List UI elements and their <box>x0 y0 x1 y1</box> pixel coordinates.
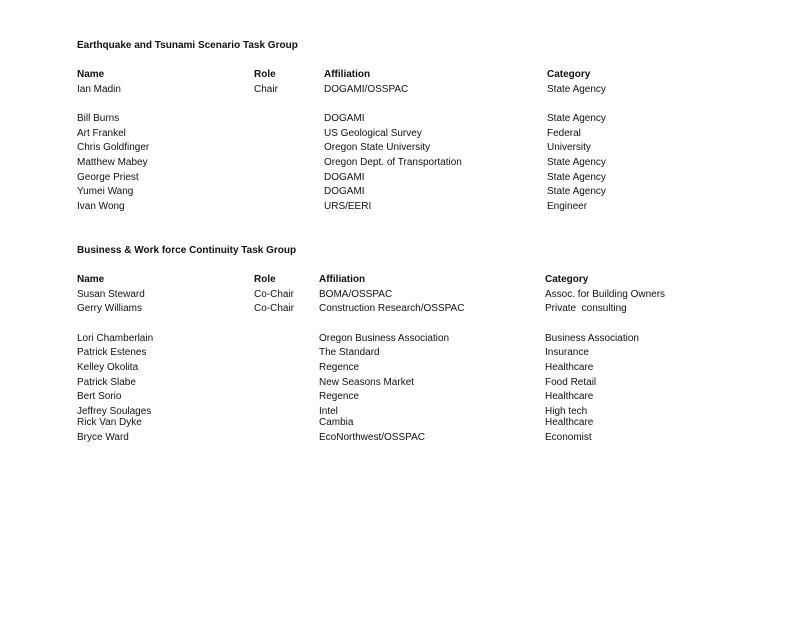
business-row-category: Assoc. for Building Owners <box>545 289 666 300</box>
earthquake-row-affiliation: Oregon Dept. of Transportation <box>324 157 462 168</box>
business-row-category: Business Association <box>545 333 639 344</box>
earthquake-row-affiliation: DOGAMI <box>324 113 365 124</box>
business-row-affiliation: Oregon Business Association <box>319 333 450 344</box>
earthquake-row-name: Art Frankel <box>77 128 126 139</box>
business-row-name: Patrick Estenes <box>77 347 147 358</box>
business-row-name: Bert Sorio <box>77 391 122 402</box>
business-header-category: Category <box>545 274 589 285</box>
earthquake-row-name: Bill Burns <box>77 113 120 124</box>
business-row-affiliation: Cambia <box>319 417 354 428</box>
earthquake-row-category: University <box>547 142 591 153</box>
earthquake-header-affiliation: Affiliation <box>324 69 371 80</box>
earthquake-row-affiliation: DOGAMI <box>324 186 365 197</box>
business-row-category: Economist <box>545 432 592 443</box>
earthquake-row-affiliation: URS/EERI <box>324 201 372 212</box>
earthquake-row-name: Matthew Mabey <box>77 157 148 168</box>
business-header-role: Role <box>254 274 276 285</box>
earthquake-row-category: State Agency <box>547 172 606 183</box>
business-row-name: Gerry Williams <box>77 303 142 314</box>
earthquake-row-affiliation: DOGAMI/OSSPAC <box>324 84 409 95</box>
business-row-affiliation: Regence <box>319 391 360 402</box>
business-row-name: Patrick Slabe <box>77 377 136 388</box>
business-row-category: Healthcare <box>545 362 594 373</box>
earthquake-header-role: Role <box>254 69 276 80</box>
business-row-name: Rick Van Dyke <box>77 417 142 428</box>
earthquake-row-category: Federal <box>547 128 581 139</box>
business-header-affiliation: Affiliation <box>319 274 366 285</box>
earthquake-row-name: George Priest <box>77 172 139 183</box>
earthquake-row-name: Chris Goldfinger <box>77 142 150 153</box>
business-row-affiliation: New Seasons Market <box>319 377 415 388</box>
earthquake-group-title: Earthquake and Tsunami Scenario Task Group <box>77 40 298 51</box>
earthquake-row-category: Engineer <box>547 201 588 212</box>
business-row-affiliation: The Standard <box>319 347 380 358</box>
business-row-role: Co-Chair <box>254 303 295 314</box>
earthquake-row-name: Ivan Wong <box>77 201 125 212</box>
business-row-affiliation: BOMA/OSSPAC <box>319 289 393 300</box>
earthquake-row-affiliation: Oregon State University <box>324 142 431 153</box>
earthquake-row-category: State Agency <box>547 84 606 95</box>
earthquake-row-category: State Agency <box>547 186 606 197</box>
business-row-category: Healthcare <box>545 391 594 402</box>
business-row-name: Lori Chamberlain <box>77 333 154 344</box>
business-row-category: Private consulting <box>545 303 627 314</box>
business-header-name: Name <box>77 274 105 285</box>
business-row-affiliation: Regence <box>319 362 360 373</box>
business-row-affiliation: Construction Research/OSSPAC <box>319 303 465 314</box>
earthquake-row-affiliation: US Geological Survey <box>324 128 422 139</box>
business-row-name: Kelley Okolita <box>77 362 139 373</box>
business-row-affiliation: Intel <box>319 406 338 417</box>
business-row-name: Bryce Ward <box>77 432 129 443</box>
earthquake-row-affiliation: DOGAMI <box>324 172 365 183</box>
earthquake-row-role: Chair <box>254 84 278 95</box>
earthquake-row-name: Ian Madin <box>77 84 121 95</box>
earthquake-header-category: Category <box>547 69 591 80</box>
earthquake-row-category: State Agency <box>547 157 606 168</box>
business-group-title: Business & Work force Continuity Task Group <box>77 245 297 256</box>
earthquake-header-name: Name <box>77 69 105 80</box>
earthquake-row-name: Yumei Wang <box>77 186 134 197</box>
business-row-category: Food Retail <box>545 377 597 388</box>
business-row-name: Jeffrey Soulages <box>77 406 152 417</box>
business-row-category: Insurance <box>545 347 589 358</box>
business-row-role: Co-Chair <box>254 289 295 300</box>
business-row-category: Healthcare <box>545 417 594 428</box>
business-row-category: High tech <box>545 406 588 417</box>
earthquake-row-category: State Agency <box>547 113 606 124</box>
business-row-name: Susan Steward <box>77 289 145 300</box>
business-row-affiliation: EcoNorthwest/OSSPAC <box>319 432 425 443</box>
